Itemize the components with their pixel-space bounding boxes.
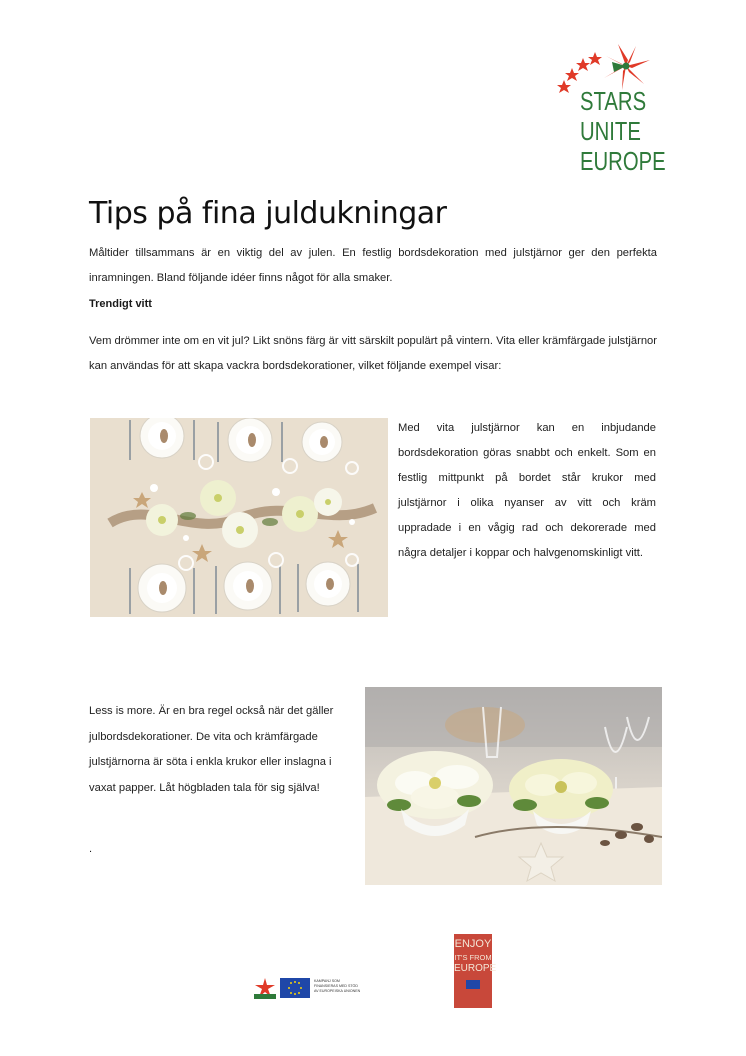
table-decoration-photo <box>90 418 388 617</box>
intro-paragraph: Måltider tillsammans är en viktig del av julen. En festlig bordsdekoration med julstjärnor ger den perfekta inramningen. Bland följande idéer finns något för alla smaker. <box>89 247 657 284</box>
section-paragraph: Vem drömmer inte om en vit jul? Likt snöns färg är vitt särskilt populärt på vintern. Vita eller krämfärgade julstjärnor kan användas för att skapa vackra bordsdekorationer, vilket följande exempel visar: <box>89 335 657 372</box>
stars-unite-europe-logo <box>552 42 666 182</box>
logo-word-stars: STARS <box>580 86 647 116</box>
trailing-dot: . <box>89 843 93 855</box>
footer-eu-logos <box>254 977 370 999</box>
photo2-caption: Less is more. Är en bra regel också när det gäller julbordsdekorationer. De vita och krämfärgade julstjärnorna är söta i enkla krukor eller inslagna i vaxat papper. Låt högbladen tala för sig själva! <box>89 705 334 794</box>
enjoy-its-from-europe-logo: ENJOY IT'S FROM EUROPE <box>454 934 492 1008</box>
eu-flag-mini-icon <box>466 980 480 989</box>
eu-funding-text: KAMPANJ SOM FINANSIERAS MED STÖD AV EUROPEISKA UNIONEN <box>314 979 361 993</box>
logo-word-unite: UNITE <box>580 116 641 146</box>
logo-word-europe: EUROPE <box>580 146 666 176</box>
page-title: Tips på fina juldukningar <box>89 196 447 231</box>
section-heading: Trendigt vitt <box>89 298 152 310</box>
eu-flag-icon <box>280 978 310 998</box>
white-poinsettia-photo <box>365 687 662 885</box>
photo1-caption: Med vita julstjärnor kan en inbjudande bordsdekoration göras snabbt och enkelt. Som en festlig mittpunkt på bordet står krukor med julstjärnor i olika nyanser av vitt och kräm uppradade i en vågig rad och dekorerade med några detaljer i koppar och halvgenomskinligt vitt. <box>398 422 656 559</box>
stars-unite-europe-mini-icon <box>254 977 276 999</box>
